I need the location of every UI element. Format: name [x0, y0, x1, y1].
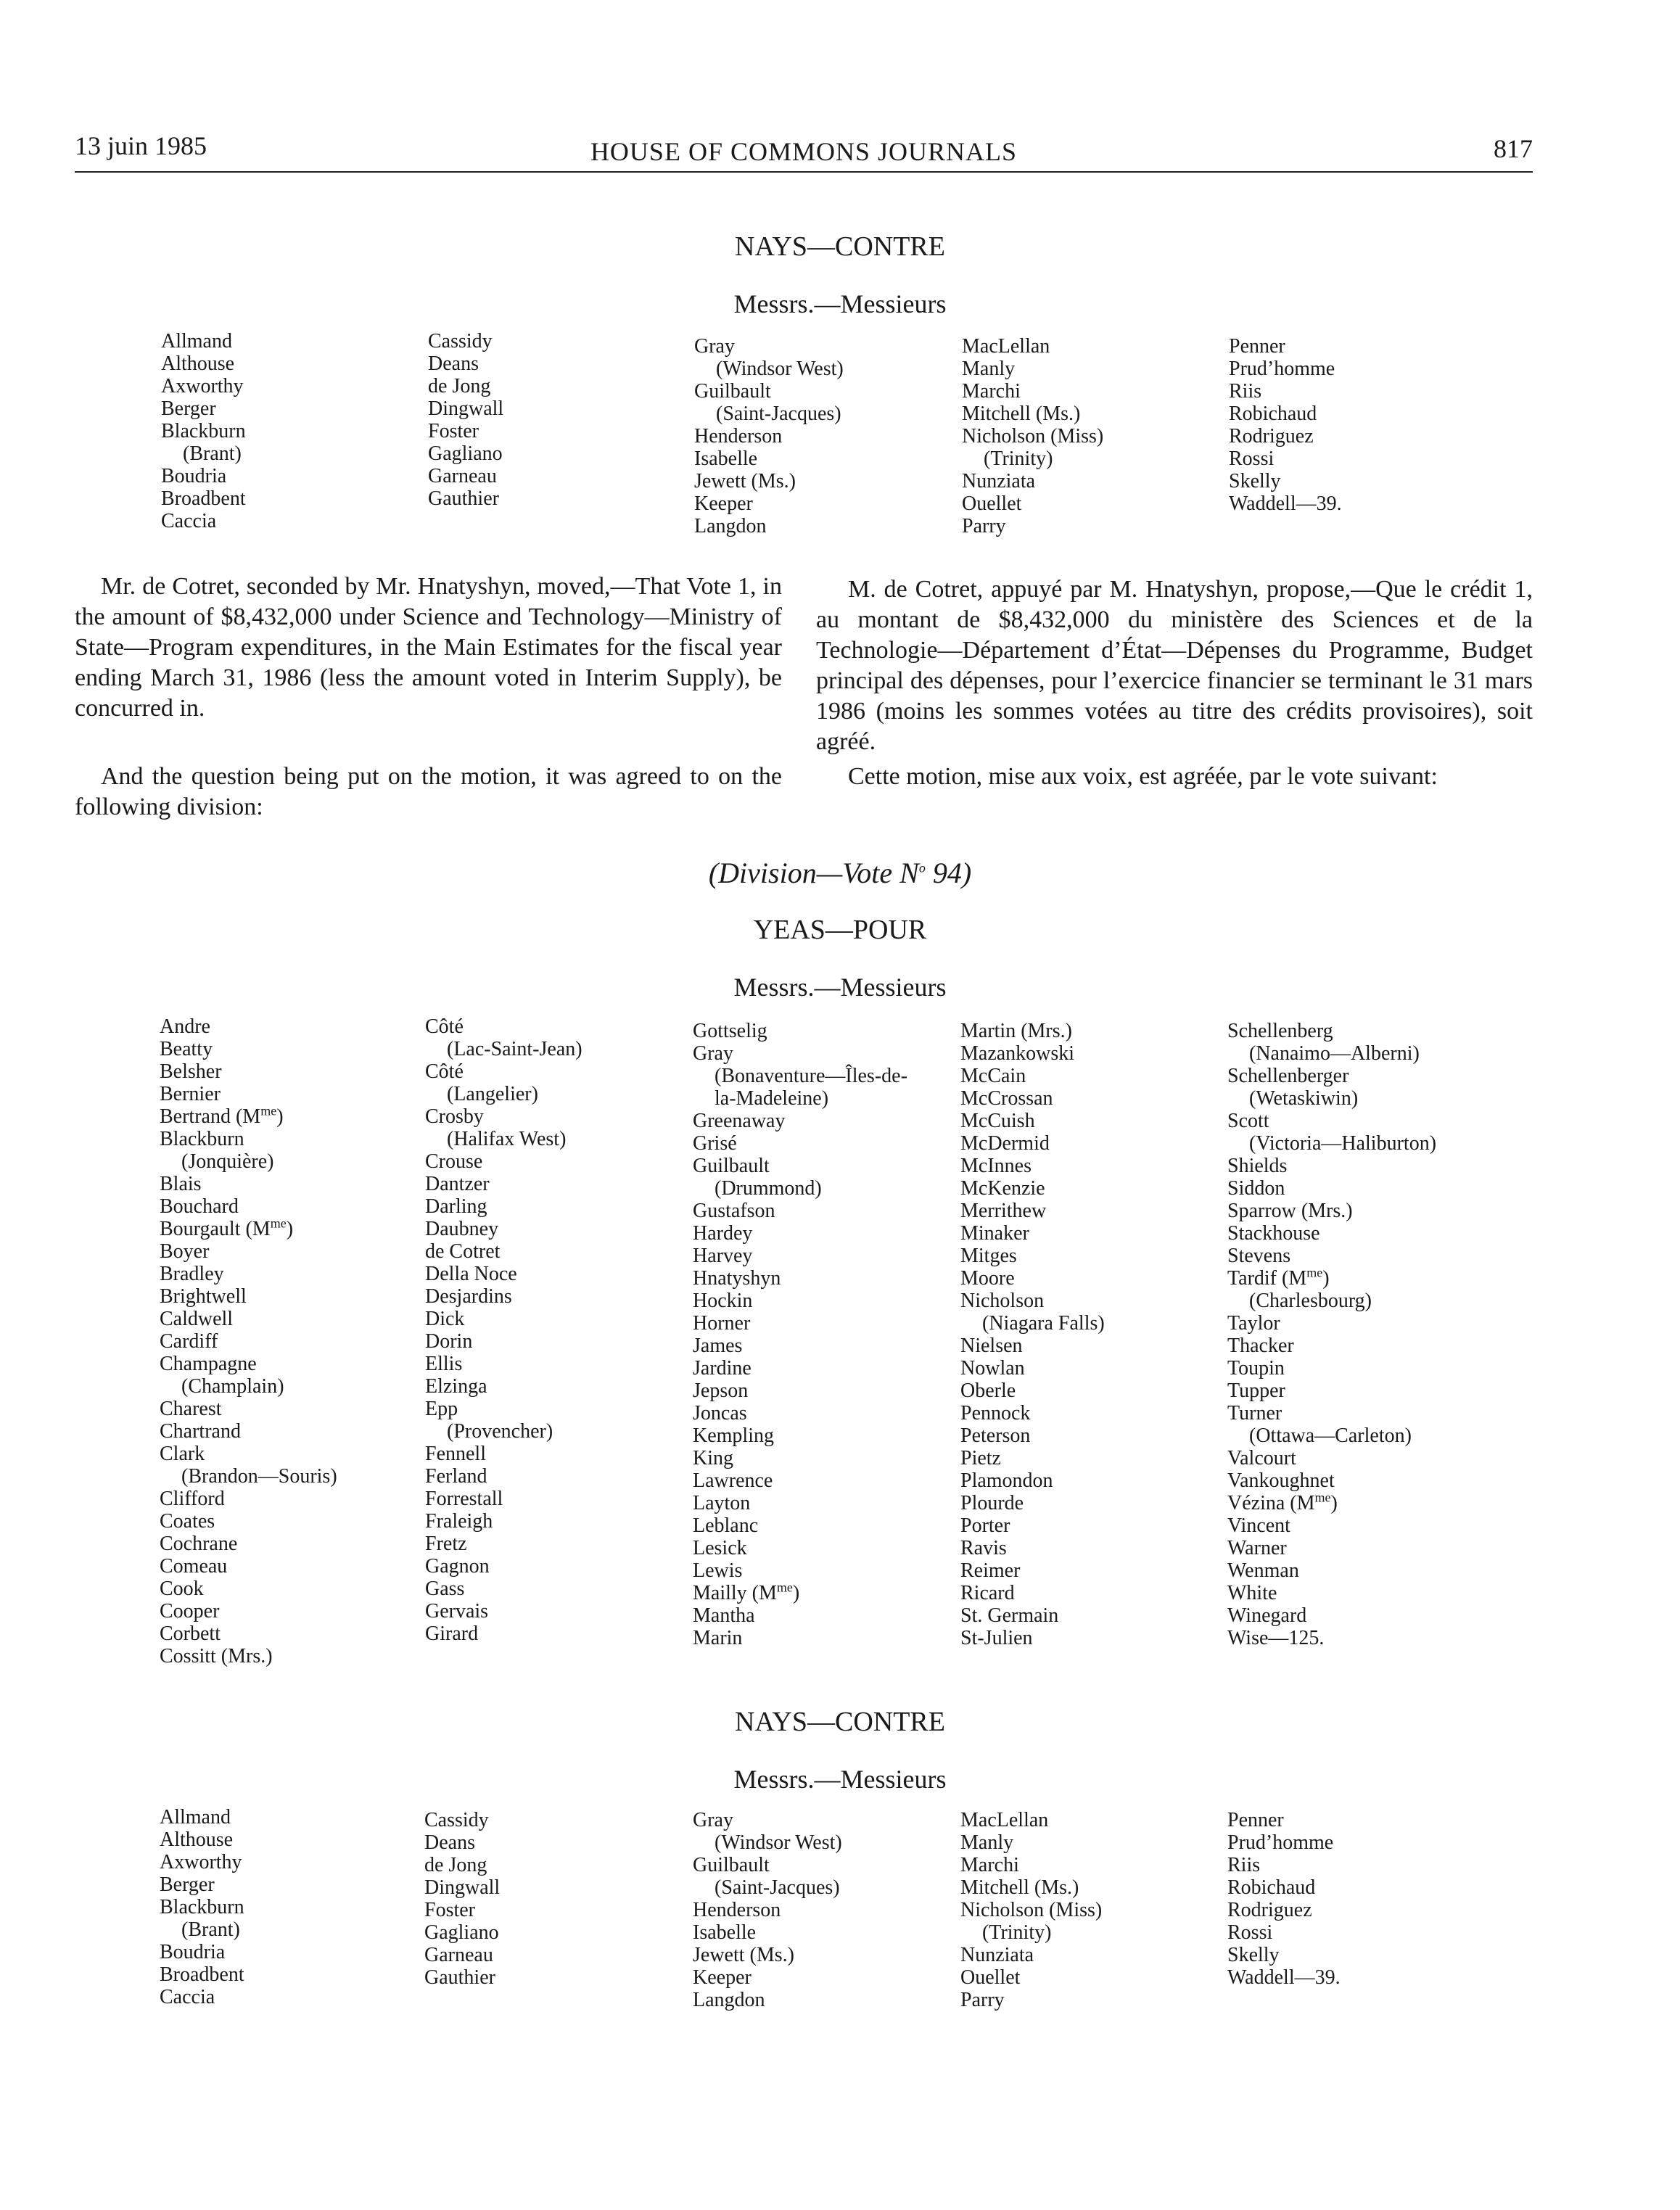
member-name: Foster	[428, 420, 479, 442]
member-name: Ouellet	[962, 492, 1022, 515]
member-name: Bertrand $(M^{me})$	[160, 1103, 284, 1128]
member-name: Harvey	[693, 1245, 753, 1267]
question-french: Cette motion, mise aux voix, est agréée, par le vote suivant:	[848, 763, 1438, 790]
member-name: Fraleigh	[425, 1510, 493, 1533]
member-name: Gottselig	[693, 1020, 767, 1042]
member-name: Riis	[1227, 1854, 1261, 1876]
member-name: Vézina $(M^{me})$	[1227, 1490, 1338, 1514]
member-name: Waddell—39.	[1227, 1966, 1341, 1989]
member-name: MacLellan	[960, 1809, 1049, 1831]
member-name: Marchi	[960, 1854, 1019, 1876]
member-name: Epp	[425, 1398, 458, 1420]
member-name: Marin	[693, 1627, 743, 1649]
member-name: Blackburn	[160, 1128, 244, 1150]
member-name: Cardiff	[160, 1330, 218, 1353]
member-name: Jewett (Ms.)	[694, 470, 796, 492]
member-name: Henderson	[694, 425, 783, 448]
member-name: Côté	[425, 1015, 464, 1038]
member-name: Guilbault	[693, 1854, 770, 1876]
member-name: Robichaud	[1227, 1876, 1316, 1899]
member-name: (Windsor West)	[715, 1831, 842, 1854]
member-name: Shields	[1227, 1155, 1288, 1177]
nays-subheading-bottom: Messrs.—Messieurs	[733, 1765, 947, 1794]
member-name: Penner	[1227, 1809, 1284, 1831]
nays-subheading-top: Messrs.—Messieurs	[733, 289, 947, 318]
member-name: (Trinity)	[984, 448, 1053, 470]
member-name: Andre	[160, 1015, 210, 1038]
member-name: Henderson	[693, 1899, 781, 1921]
member-name: Taylor	[1227, 1312, 1280, 1335]
member-name: Darling	[425, 1195, 487, 1218]
member-name: Cassidy	[424, 1809, 489, 1831]
member-name: Siddon	[1227, 1177, 1285, 1200]
member-name: (Windsor West)	[716, 358, 844, 380]
member-name: Nicholson (Miss)	[960, 1899, 1103, 1921]
yeas-col-2	[425, 1015, 582, 1645]
member-name: Skelly	[1227, 1944, 1280, 1966]
nays-heading-bottom: NAYS—CONTRE	[735, 1707, 945, 1737]
member-name: Cooper	[160, 1600, 220, 1623]
member-name: Tardif $(M^{me})$	[1227, 1265, 1330, 1290]
yeas-subheading: Messrs.—Messieurs	[733, 973, 947, 1002]
member-name: Gustafson	[693, 1200, 775, 1222]
member-name: Wenman	[1227, 1559, 1299, 1582]
member-name: Penner	[1229, 335, 1285, 358]
member-name: Mitges	[960, 1245, 1017, 1267]
member-name: Nielsen	[960, 1335, 1023, 1357]
member-name: Schellenberger	[1227, 1065, 1349, 1087]
member-name: Lesick	[693, 1537, 747, 1559]
member-name: Isabelle	[694, 448, 758, 470]
nays-bottom-col-5	[1227, 1809, 1341, 1989]
member-name: Ricard	[960, 1582, 1015, 1604]
member-name: Berger	[161, 397, 216, 420]
member-name: Rodriguez	[1229, 425, 1314, 448]
member-name: Bradley	[160, 1263, 224, 1285]
member-name: Gray	[693, 1042, 733, 1065]
member-name: Bourgault $(M^{me})$	[160, 1216, 294, 1240]
member-name: Blais	[160, 1173, 202, 1195]
member-name: Ravis	[960, 1537, 1007, 1559]
member-name: King	[693, 1447, 733, 1469]
member-name: Lewis	[693, 1559, 743, 1582]
member-name: Vincent	[1227, 1514, 1290, 1537]
nays-bottom-col-4	[960, 1809, 1102, 2011]
member-name: Langdon	[694, 515, 767, 537]
member-name: McInnes	[960, 1155, 1032, 1177]
member-name: Caccia	[161, 510, 217, 532]
member-name: Corbett	[160, 1623, 221, 1645]
member-name: Jewett (Ms.)	[693, 1944, 794, 1966]
member-name: Parry	[960, 1989, 1005, 2011]
member-name: Jepson	[693, 1380, 749, 1402]
member-name: Oberle	[960, 1380, 1016, 1402]
nays-bottom-col-2	[424, 1809, 500, 1989]
member-name: Hnatyshyn	[693, 1267, 781, 1290]
member-name: Brightwell	[160, 1285, 247, 1308]
member-name: Martin (Mrs.)	[960, 1020, 1072, 1042]
member-name: Prud’homme	[1227, 1831, 1334, 1854]
member-name: Nunziata	[960, 1944, 1034, 1966]
nays-top-col-5	[1229, 335, 1342, 515]
member-name: Berger	[160, 1873, 215, 1896]
member-name: Deans	[428, 352, 479, 375]
member-name: Mitchell (Ms.)	[962, 403, 1081, 425]
member-name: Boudria	[160, 1941, 226, 1963]
member-name: Grisé	[693, 1132, 737, 1155]
member-name: Garneau	[424, 1944, 493, 1966]
member-name: St-Julien	[960, 1627, 1033, 1649]
member-name: Parry	[962, 515, 1006, 537]
member-name: Cossitt (Mrs.)	[160, 1645, 273, 1667]
member-name: Layton	[693, 1492, 751, 1514]
member-name: Nowlan	[960, 1357, 1025, 1380]
member-name: Clark	[160, 1443, 205, 1465]
member-name: Pietz	[960, 1447, 1001, 1469]
member-name: Jardine	[693, 1357, 752, 1380]
member-name: Winegard	[1227, 1604, 1307, 1627]
member-name: Plourde	[960, 1492, 1024, 1514]
member-name: Lawrence	[693, 1469, 773, 1492]
member-name: Thacker	[1227, 1335, 1294, 1357]
member-name: Ouellet	[960, 1966, 1021, 1989]
member-name: Rodriguez	[1227, 1899, 1312, 1921]
member-name: de Jong	[428, 375, 491, 397]
member-name: (Brandon—Souris)	[181, 1465, 337, 1488]
member-name: (Provencher)	[447, 1420, 553, 1443]
member-name: Axworthy	[160, 1851, 242, 1873]
member-name: (Saint-Jacques)	[716, 403, 841, 425]
member-name: Clifford	[160, 1488, 225, 1510]
member-name: James	[693, 1335, 743, 1357]
member-name: Dantzer	[425, 1173, 490, 1195]
motion-french: M. de Cotret, appuyé par M. Hnatyshyn, propose,—Que le crédit 1, au montant de $8,432,000 du ministère des Sciences et de la Technologie—Département d’État—Dépenses du Programme, Budget principal des dépenses, pour l’exercice financier se terminant le 31 mars 1986 (moins les sommes votées au titre des crédits provisoires), soit agréé.	[816, 576, 1533, 755]
nays-top-col-2	[428, 330, 503, 510]
member-name: Blackburn	[160, 1896, 244, 1918]
nays-bottom-col-1	[160, 1806, 244, 2008]
member-name: Waddell—39.	[1229, 492, 1342, 515]
division-title: (Division—Vote $N^o$ 94)	[708, 857, 972, 889]
member-name: Porter	[960, 1514, 1010, 1537]
member-name: Dingwall	[428, 397, 504, 420]
member-name: Belsher	[160, 1060, 222, 1083]
member-name: Gauthier	[424, 1966, 495, 1989]
member-name: Gagliano	[424, 1921, 499, 1944]
member-name: White	[1227, 1582, 1277, 1604]
member-name: Rossi	[1227, 1921, 1273, 1944]
member-name: (Brant)	[181, 1918, 240, 1941]
yeas-col-1	[160, 1015, 337, 1667]
member-name: Stackhouse	[1227, 1222, 1320, 1245]
member-name: (Victoria—Haliburton)	[1249, 1132, 1437, 1155]
member-name: Manly	[962, 358, 1016, 380]
member-name: Valcourt	[1227, 1447, 1296, 1469]
member-name: Desjardins	[425, 1285, 512, 1308]
member-name: (Brant)	[183, 442, 242, 465]
member-name: Marchi	[962, 380, 1021, 403]
member-name: Chartrand	[160, 1420, 241, 1443]
member-name: Ferland	[425, 1465, 487, 1488]
member-name: (Charlesbourg)	[1249, 1290, 1372, 1312]
member-name: Sparrow (Mrs.)	[1227, 1200, 1353, 1222]
member-name: Manly	[960, 1831, 1014, 1854]
member-name: Daubney	[425, 1218, 499, 1240]
member-name: Peterson	[960, 1424, 1031, 1447]
member-name: Girard	[425, 1623, 479, 1645]
member-name: Elzinga	[425, 1375, 487, 1398]
page-number: 817	[1494, 134, 1533, 163]
member-name: Allmand	[161, 330, 232, 352]
member-name: Keeper	[694, 492, 753, 515]
member-name: Vankoughnet	[1227, 1469, 1335, 1492]
member-name: Robichaud	[1229, 403, 1317, 425]
member-name: Blackburn	[161, 420, 246, 442]
nays-bottom-col-3	[693, 1809, 842, 2011]
member-name: Turner	[1227, 1402, 1282, 1424]
member-name: Forrestall	[425, 1488, 503, 1510]
member-name: Riis	[1229, 380, 1262, 403]
member-name: Mitchell (Ms.)	[960, 1876, 1079, 1899]
member-name: Crosby	[425, 1105, 484, 1128]
member-name: MacLellan	[962, 335, 1050, 358]
member-name: Toupin	[1227, 1357, 1285, 1380]
member-name: Rossi	[1229, 448, 1275, 470]
member-name: Schellenberg	[1227, 1020, 1333, 1042]
nays-heading-top: NAYS—CONTRE	[735, 231, 945, 262]
member-name: (Jonquière)	[181, 1150, 274, 1173]
member-name: Deans	[424, 1831, 475, 1854]
member-name: Bouchard	[160, 1195, 239, 1218]
member-name: Cook	[160, 1578, 204, 1600]
member-name: Foster	[424, 1899, 475, 1921]
member-name: de Jong	[424, 1854, 487, 1876]
member-name: Della Noce	[425, 1263, 517, 1285]
member-name: Gervais	[425, 1600, 489, 1623]
member-name: Hardey	[693, 1222, 753, 1245]
member-name: Mailly $(M^{me})$	[693, 1580, 800, 1604]
member-name: Cochrane	[160, 1533, 238, 1555]
member-name: Dick	[425, 1308, 465, 1330]
member-name: (Saint-Jacques)	[715, 1876, 840, 1899]
member-name: Horner	[693, 1312, 751, 1335]
member-name: Mantha	[693, 1604, 755, 1627]
member-name: Nunziata	[962, 470, 1036, 492]
member-name: Fretz	[425, 1533, 467, 1555]
member-name: Greenaway	[693, 1110, 786, 1132]
member-name: McCuish	[960, 1110, 1035, 1132]
member-name: Scott	[1227, 1110, 1269, 1132]
member-name: Dingwall	[424, 1876, 501, 1899]
nays-top-col-1	[161, 330, 246, 532]
member-name: (Nanaimo—Alberni)	[1249, 1042, 1420, 1065]
member-name: Crouse	[425, 1150, 483, 1173]
member-name: McCain	[960, 1065, 1026, 1087]
member-name: Kempling	[693, 1424, 774, 1447]
member-name: McDermid	[960, 1132, 1050, 1155]
member-name: (Lac-Saint-Jean)	[447, 1038, 582, 1060]
member-name: Joncas	[693, 1402, 747, 1424]
yeas-col-3	[693, 1020, 907, 1649]
member-name: Skelly	[1229, 470, 1281, 492]
member-name: Coates	[160, 1510, 215, 1533]
page-header	[75, 131, 1533, 173]
member-name: Allmand	[160, 1806, 231, 1828]
member-name: (Ottawa—Carleton)	[1249, 1424, 1412, 1447]
motion-english: Mr. de Cotret, seconded by Mr. Hnatyshyn, moved,—That Vote 1, in the amount of $8,432,000 under Science and Technology—Ministry of State—Program expenditures, in the Main Estimates for the fiscal year ending March 31, 1986 (less the amount voted in Interim Supply), be concurred in.	[75, 573, 782, 722]
member-name: Broadbent	[161, 487, 246, 510]
member-name: Tupper	[1227, 1380, 1285, 1402]
member-name: Broadbent	[160, 1963, 244, 1986]
member-name: Guilbault	[694, 380, 771, 403]
member-name: Garneau	[428, 465, 497, 487]
yeas-col-5	[1227, 1020, 1436, 1649]
member-name: (Champlain)	[181, 1375, 284, 1398]
member-name: Merrithew	[960, 1200, 1047, 1222]
member-name: Althouse	[160, 1828, 234, 1851]
member-name: (Langelier)	[447, 1083, 538, 1105]
member-name: Côté	[425, 1060, 464, 1083]
member-name: la-Madeleine)	[715, 1087, 829, 1110]
member-name: Minaker	[960, 1222, 1029, 1245]
member-name: Ellis	[425, 1353, 463, 1375]
member-name: Axworthy	[161, 375, 244, 397]
member-name: Gagnon	[425, 1555, 490, 1578]
member-name: Cassidy	[428, 330, 493, 352]
member-name: (Wetaskiwin)	[1249, 1087, 1359, 1110]
member-name: (Niagara Falls)	[982, 1312, 1105, 1335]
member-name: Bernier	[160, 1083, 221, 1105]
member-name: Comeau	[160, 1555, 228, 1578]
member-name: Gass	[425, 1578, 465, 1600]
member-name: Reimer	[960, 1559, 1021, 1582]
member-name: Langdon	[693, 1989, 765, 2011]
member-name: Pennock	[960, 1402, 1031, 1424]
member-name: McCrossan	[960, 1087, 1053, 1110]
member-name: Fennell	[425, 1443, 486, 1465]
question-english: And the question being put on the motion, it was agreed to on the following division:	[75, 763, 782, 820]
journal-title: HOUSE OF COMMONS JOURNALS	[590, 137, 1018, 166]
member-name: (Drummond)	[715, 1177, 822, 1200]
nays-top-col-3	[694, 335, 844, 537]
member-name: St. Germain	[960, 1604, 1059, 1627]
member-name: McKenzie	[960, 1177, 1045, 1200]
member-name: Gray	[694, 335, 735, 358]
member-name: Beatty	[160, 1038, 213, 1060]
member-name: Nicholson (Miss)	[962, 425, 1104, 448]
member-name: Hockin	[693, 1290, 753, 1312]
member-name: Mazankowski	[960, 1042, 1075, 1065]
member-name: (Trinity)	[982, 1921, 1052, 1944]
member-name: Plamondon	[960, 1469, 1053, 1492]
member-name: Guilbault	[693, 1155, 770, 1177]
member-name: Keeper	[693, 1966, 752, 1989]
member-name: Boudria	[161, 465, 227, 487]
member-name: (Bonaventure—Îles-de-	[715, 1065, 907, 1087]
header-date: 13 juin 1985	[75, 131, 207, 160]
member-name: Moore	[960, 1267, 1015, 1290]
member-name: Caccia	[160, 1986, 215, 2008]
member-name: Nicholson	[960, 1290, 1045, 1312]
member-name: Boyer	[160, 1240, 210, 1263]
member-name: Gagliano	[428, 442, 503, 465]
member-name: Charest	[160, 1398, 222, 1420]
yeas-col-4	[960, 1020, 1105, 1649]
member-name: Gauthier	[428, 487, 499, 510]
nays-top-col-4	[962, 335, 1103, 537]
member-name: Stevens	[1227, 1245, 1291, 1267]
member-name: Prud’homme	[1229, 358, 1335, 380]
member-name: (Halifax West)	[447, 1128, 567, 1150]
member-name: Gray	[693, 1809, 733, 1831]
member-name: Warner	[1227, 1537, 1287, 1559]
member-name: Isabelle	[693, 1921, 757, 1944]
yeas-heading: YEAS—POUR	[753, 915, 927, 945]
member-name: Champagne	[160, 1353, 257, 1375]
member-name: Althouse	[161, 352, 235, 375]
member-name: de Cotret	[425, 1240, 501, 1263]
member-name: Dorin	[425, 1330, 473, 1353]
member-name: Caldwell	[160, 1308, 234, 1330]
member-name: Wise—125.	[1227, 1627, 1325, 1649]
member-name: Leblanc	[693, 1514, 759, 1537]
